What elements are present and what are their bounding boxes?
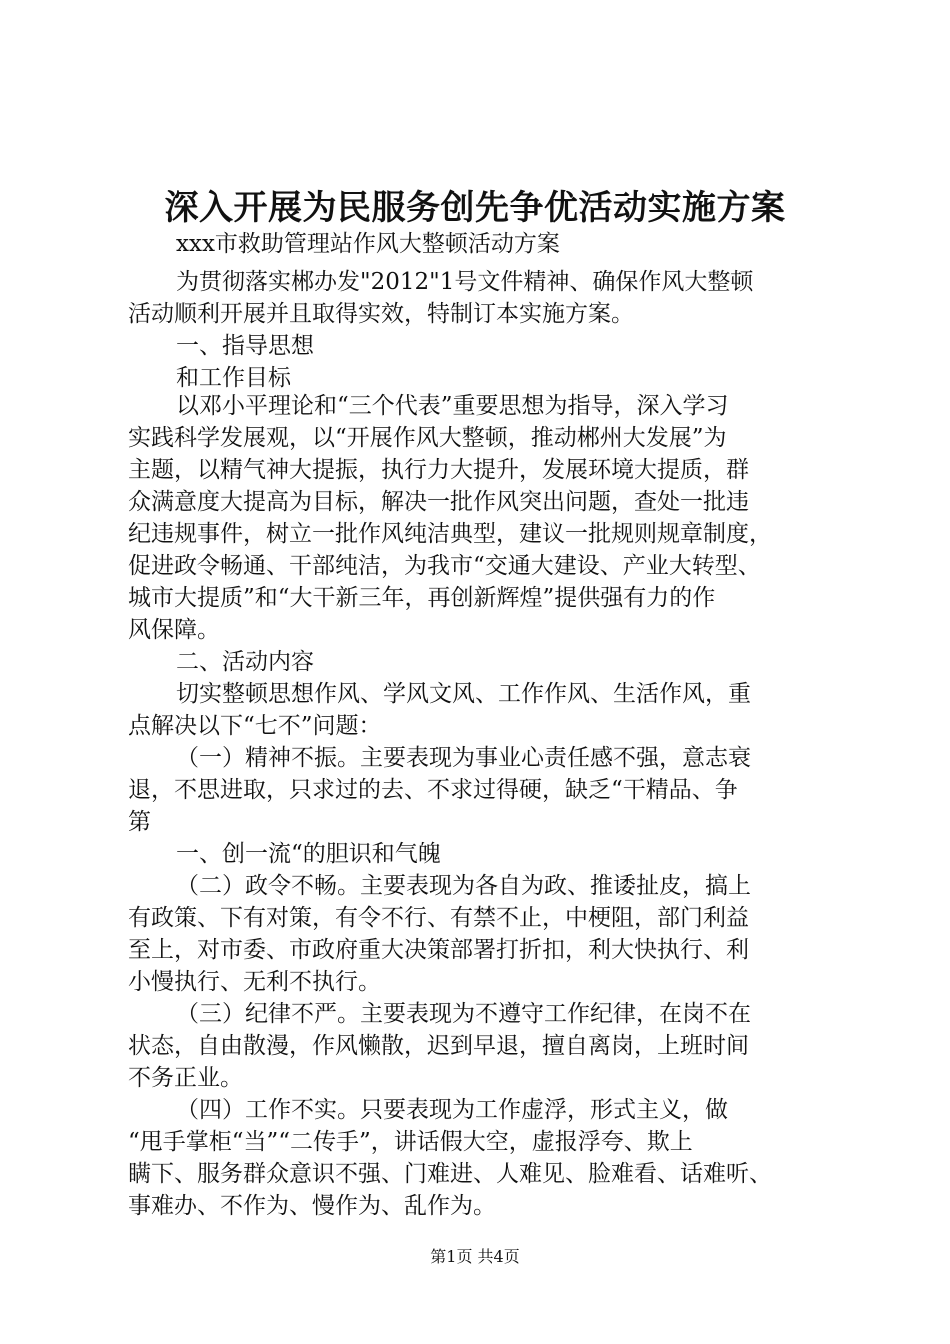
body-line: 状态，自由散漫，作风懒散，迟到早退，擅自离岗，上班时间 [128, 1033, 749, 1059]
body-line: 退，不思进取，只求过的去、不求过得硬，缺乏“干精品、争 [128, 777, 738, 803]
body-line: 促进政令畅通、干部纯洁，为我市“交通大建设、产业大转型、 [128, 553, 761, 579]
body-line: 有政策、下有对策，有令不行、有禁不止，中梗阻，部门利益 [128, 905, 749, 931]
body-line: 小慢执行、无利不执行。 [128, 969, 381, 995]
body-line: 和工作目标 [176, 365, 291, 391]
body-line: （三）纪律不严。主要表现为不遵守工作纪律，在岗不在 [176, 1001, 751, 1027]
page-footer: 第1页 共4页 [430, 1247, 520, 1266]
body-line: 至上，对市委、市政府重大决策部署打折扣，利大快执行、利 [128, 937, 749, 963]
body-line: 一、创一流“的胆识和气魄 [176, 841, 441, 867]
body-line: 不务正业。 [128, 1065, 243, 1091]
body-line: 点解决以下“七不”问题： [128, 713, 382, 739]
body-line: 众满意度大提高为目标，解决一批作风突出问题，查处一批违 [128, 489, 749, 515]
body-line: 实践科学发展观，以“开展作风大整顿，推动郴州大发展”为 [128, 425, 727, 451]
body-line: xxx市救助管理站作风大整顿活动方案 [176, 231, 560, 257]
body-line: （四）工作不实。只要表现为工作虚浮，形式主义，做 [176, 1097, 728, 1123]
body-line: 活动顺利开展并且取得实效，特制订本实施方案。 [128, 301, 634, 327]
body-line: 以邓小平理论和“三个代表”重要思想为指导，深入学习 [176, 393, 729, 419]
section-heading: 一、指导思想 [176, 333, 314, 359]
body-line: （一）精神不振。主要表现为事业心责任感不强，意志衰 [176, 745, 751, 771]
section-heading: 二、活动内容 [176, 649, 314, 675]
body-line: 事难办、不作为、慢作为、乱作为。 [128, 1193, 496, 1219]
body-line: 主题，以精气神大提振，执行力大提升，发展环境大提质，群 [128, 457, 749, 483]
body-line: “甩手掌柜“当”“二传手”，讲话假大空，虚报浮夸、欺上 [128, 1129, 693, 1155]
body-line: 切实整顿思想作风、学风文风、工作作风、生活作风，重 [176, 681, 751, 707]
document-title: 深入开展为民服务创先争优活动实施方案 [164, 188, 786, 228]
body-line: 为贯彻落实郴办发"2012"1号文件精神、确保作风大整顿 [176, 269, 754, 295]
body-line: 纪违规事件，树立一批作风纯洁典型，建议一批规则规章制度， [128, 521, 772, 547]
body-line: 风保障。 [128, 617, 220, 643]
body-line: 第 [128, 809, 151, 835]
body-line: （二）政令不畅。主要表现为各自为政、推诿扯皮，搞上 [176, 873, 751, 899]
body-line: 瞒下、服务群众意识不强、门难进、人难见、脸难看、话难听、 [128, 1161, 772, 1187]
body-line: 城市大提质”和“大干新三年，再创新辉煌”提供强有力的作 [128, 585, 716, 611]
